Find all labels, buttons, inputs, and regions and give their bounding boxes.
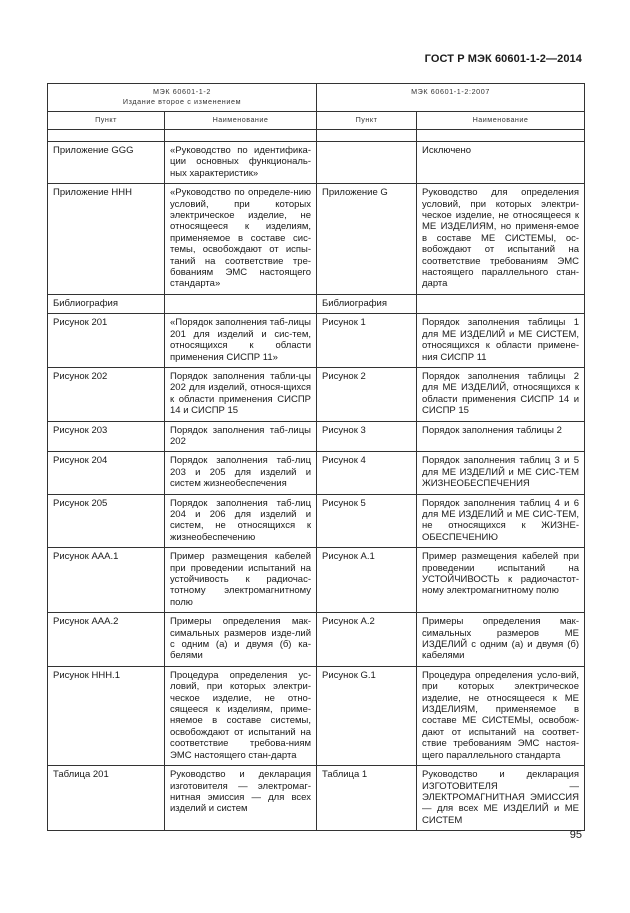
left-source-header (48, 84, 317, 112)
table-row (48, 766, 585, 831)
name-right: Порядок заполнения таблиц 4 и 6 для МЕ ИЗДЕЛИЙ и МЕ СИС-ТЕМ, не относящихся к ЖИЗНЕ-ОБЕСПЕЧЕНИЮ (417, 494, 585, 548)
table-row (48, 314, 585, 368)
name-left: Порядок заполнения таб-лиц 204 и 206 для изделий и систем, не относящихся к жизнеобеспечению (165, 494, 317, 548)
name-left: Порядок заполнения табли-цы 202 для изделий, относя-щихся к области применения СИСПР 14 и СИСПР 15 (165, 367, 317, 421)
page-number: 95 (569, 829, 582, 841)
col-item-right: Пункт (317, 112, 417, 130)
comparison-table (47, 83, 585, 831)
name-right (417, 294, 585, 313)
name-right: Примеры определения мак-симальных размеров МЕ ИЗДЕЛИЙ с одним (а) и двумя (б) кабелями (417, 613, 585, 667)
table-row (48, 421, 585, 452)
name-right: Руководство и декларация ИЗГОТОВИТЕЛЯ — ЭЛЕКТРОМАГНИТНАЯ ЭМИССИЯ — для всех МЕ ИЗДЕЛИЙ и МЕ СИСТЕМ (417, 766, 585, 831)
name-right: Исключено (417, 142, 585, 184)
item-left: Библиография (48, 294, 165, 313)
name-left: Порядок заполнения таб-лицы 202 (165, 421, 317, 452)
left-source-title: МЭК 60601-1-2 (153, 87, 211, 96)
item-right: Рисунок 1 (317, 314, 417, 368)
name-left: «Руководство по идентифика-ции основных функциональ-ных характеристик» (165, 142, 317, 184)
item-left: Приложение HHH (48, 184, 165, 295)
table-row (48, 184, 585, 295)
item-left: Рисунок 203 (48, 421, 165, 452)
item-right: Рисунок А.1 (317, 548, 417, 613)
item-right: Рисунок А.2 (317, 613, 417, 667)
item-right: Рисунок 3 (317, 421, 417, 452)
item-left: Рисунок 205 (48, 494, 165, 548)
item-left: Рисунок 202 (48, 367, 165, 421)
name-left: Порядок заполнения таб-лиц 203 и 205 для изделий и систем жизнеобеспечения (165, 452, 317, 494)
item-right: Таблица 1 (317, 766, 417, 831)
table-row (48, 666, 585, 765)
table-row (48, 452, 585, 494)
item-right: Рисунок G.1 (317, 666, 417, 765)
table-row (48, 613, 585, 667)
name-right: Порядок заполнения таблицы 1 для МЕ ИЗДЕЛИЙ и МЕ СИСТЕМ, относящихся к области примене-ния СИСПР 11 (417, 314, 585, 368)
name-right: Пример размещения кабелей при проведении испытаний на УСТОЙЧИВОСТЬ к радиочастот-ному электромагнитному полю (417, 548, 585, 613)
item-right: Приложение G (317, 184, 417, 295)
item-left: Рисунок AAA.1 (48, 548, 165, 613)
name-left: «Руководство по определе-нию условий, при которых электрическое изделие, не относящееся к изделиям, применяемое в составе сис-темы, освобождают от испы-таний на соответствие тре-бованиям ЭМС настоящего стандарта» (165, 184, 317, 295)
col-name-right: Наименование (417, 112, 585, 130)
col-item-left: Пункт (48, 112, 165, 130)
item-left: Рисунок 204 (48, 452, 165, 494)
table-row (48, 294, 585, 313)
item-left: Приложение GGG (48, 142, 165, 184)
name-right: Руководство для определения условий, при которых электри-ческое изделие, не относящееся к МЕ ИЗДЕЛИЯМ, но применя-емое в составе МЕ СИСТЕМЫ, ос-вобождают от испытаний на соответствие требованиям ЭМС настоящего параллельного стан-дарта (417, 184, 585, 295)
name-left: «Порядок заполнения таб-лицы 201 для изделий и сис-тем, относящихся к области применения СИСПР 11» (165, 314, 317, 368)
item-left: Рисунок HHH.1 (48, 666, 165, 765)
item-left: Таблица 201 (48, 766, 165, 831)
item-right: Рисунок 4 (317, 452, 417, 494)
right-source-title: МЭК 60601-1-2:2007 (411, 87, 490, 96)
table-row (48, 494, 585, 548)
name-right: Порядок заполнения таблицы 2 для МЕ ИЗДЕЛИЙ, относящихся к области применения СИСПР 14 и СИСПР 15 (417, 367, 585, 421)
name-left: Примеры определения мак-симальных размеров изде-лий с одним (а) и двумя (б) ка-белями (165, 613, 317, 667)
item-right (317, 142, 417, 184)
name-right: Процедура определения усло-вий, при которых электрическое изделие, не относящееся к МЕ ИЗДЕЛИЯМ, применяемое в составе МЕ СИСТЕМЫ, освобож-дают от испытаний на соответ-ствие требованиям ЭМС настоя-щего параллельного стандарта (417, 666, 585, 765)
name-right: Порядок заполнения таблиц 3 и 5 для МЕ ИЗДЕЛИЙ и МЕ СИС-ТЕМ ЖИЗНЕОБЕСПЕЧЕНИЯ (417, 452, 585, 494)
header-gap (48, 130, 585, 142)
col-name-left: Наименование (165, 112, 317, 130)
table-row (48, 548, 585, 613)
item-left: Рисунок AAA.2 (48, 613, 165, 667)
name-left (165, 294, 317, 313)
item-right: Рисунок 2 (317, 367, 417, 421)
table-row (48, 367, 585, 421)
right-source-header (317, 84, 585, 112)
item-right: Рисунок 5 (317, 494, 417, 548)
table-row (48, 142, 585, 184)
name-right: Порядок заполнения таблицы 2 (417, 421, 585, 452)
item-left: Рисунок 201 (48, 314, 165, 368)
item-right: Библиография (317, 294, 417, 313)
name-left: Руководство и декларация изготовителя — электромаг-нитная эмиссия — для всех изделий и систем (165, 766, 317, 831)
standard-designation: ГОСТ Р МЭК 60601-1-2—2014 (424, 53, 582, 65)
name-left: Процедура определения ус-ловий, при которых электри-ческое изделие, не отно-сящееся к изделиям, приме-няемое в составе системы, освобождают от испытаний на соответствие требова-ниям ЭМС настоящего стан-дарта (165, 666, 317, 765)
left-source-edition: Издание второе с изменением (122, 97, 242, 106)
name-left: Пример размещения кабелей при проведении испытаний на устойчивость к радиочас-тотному электромагнитному полю (165, 548, 317, 613)
